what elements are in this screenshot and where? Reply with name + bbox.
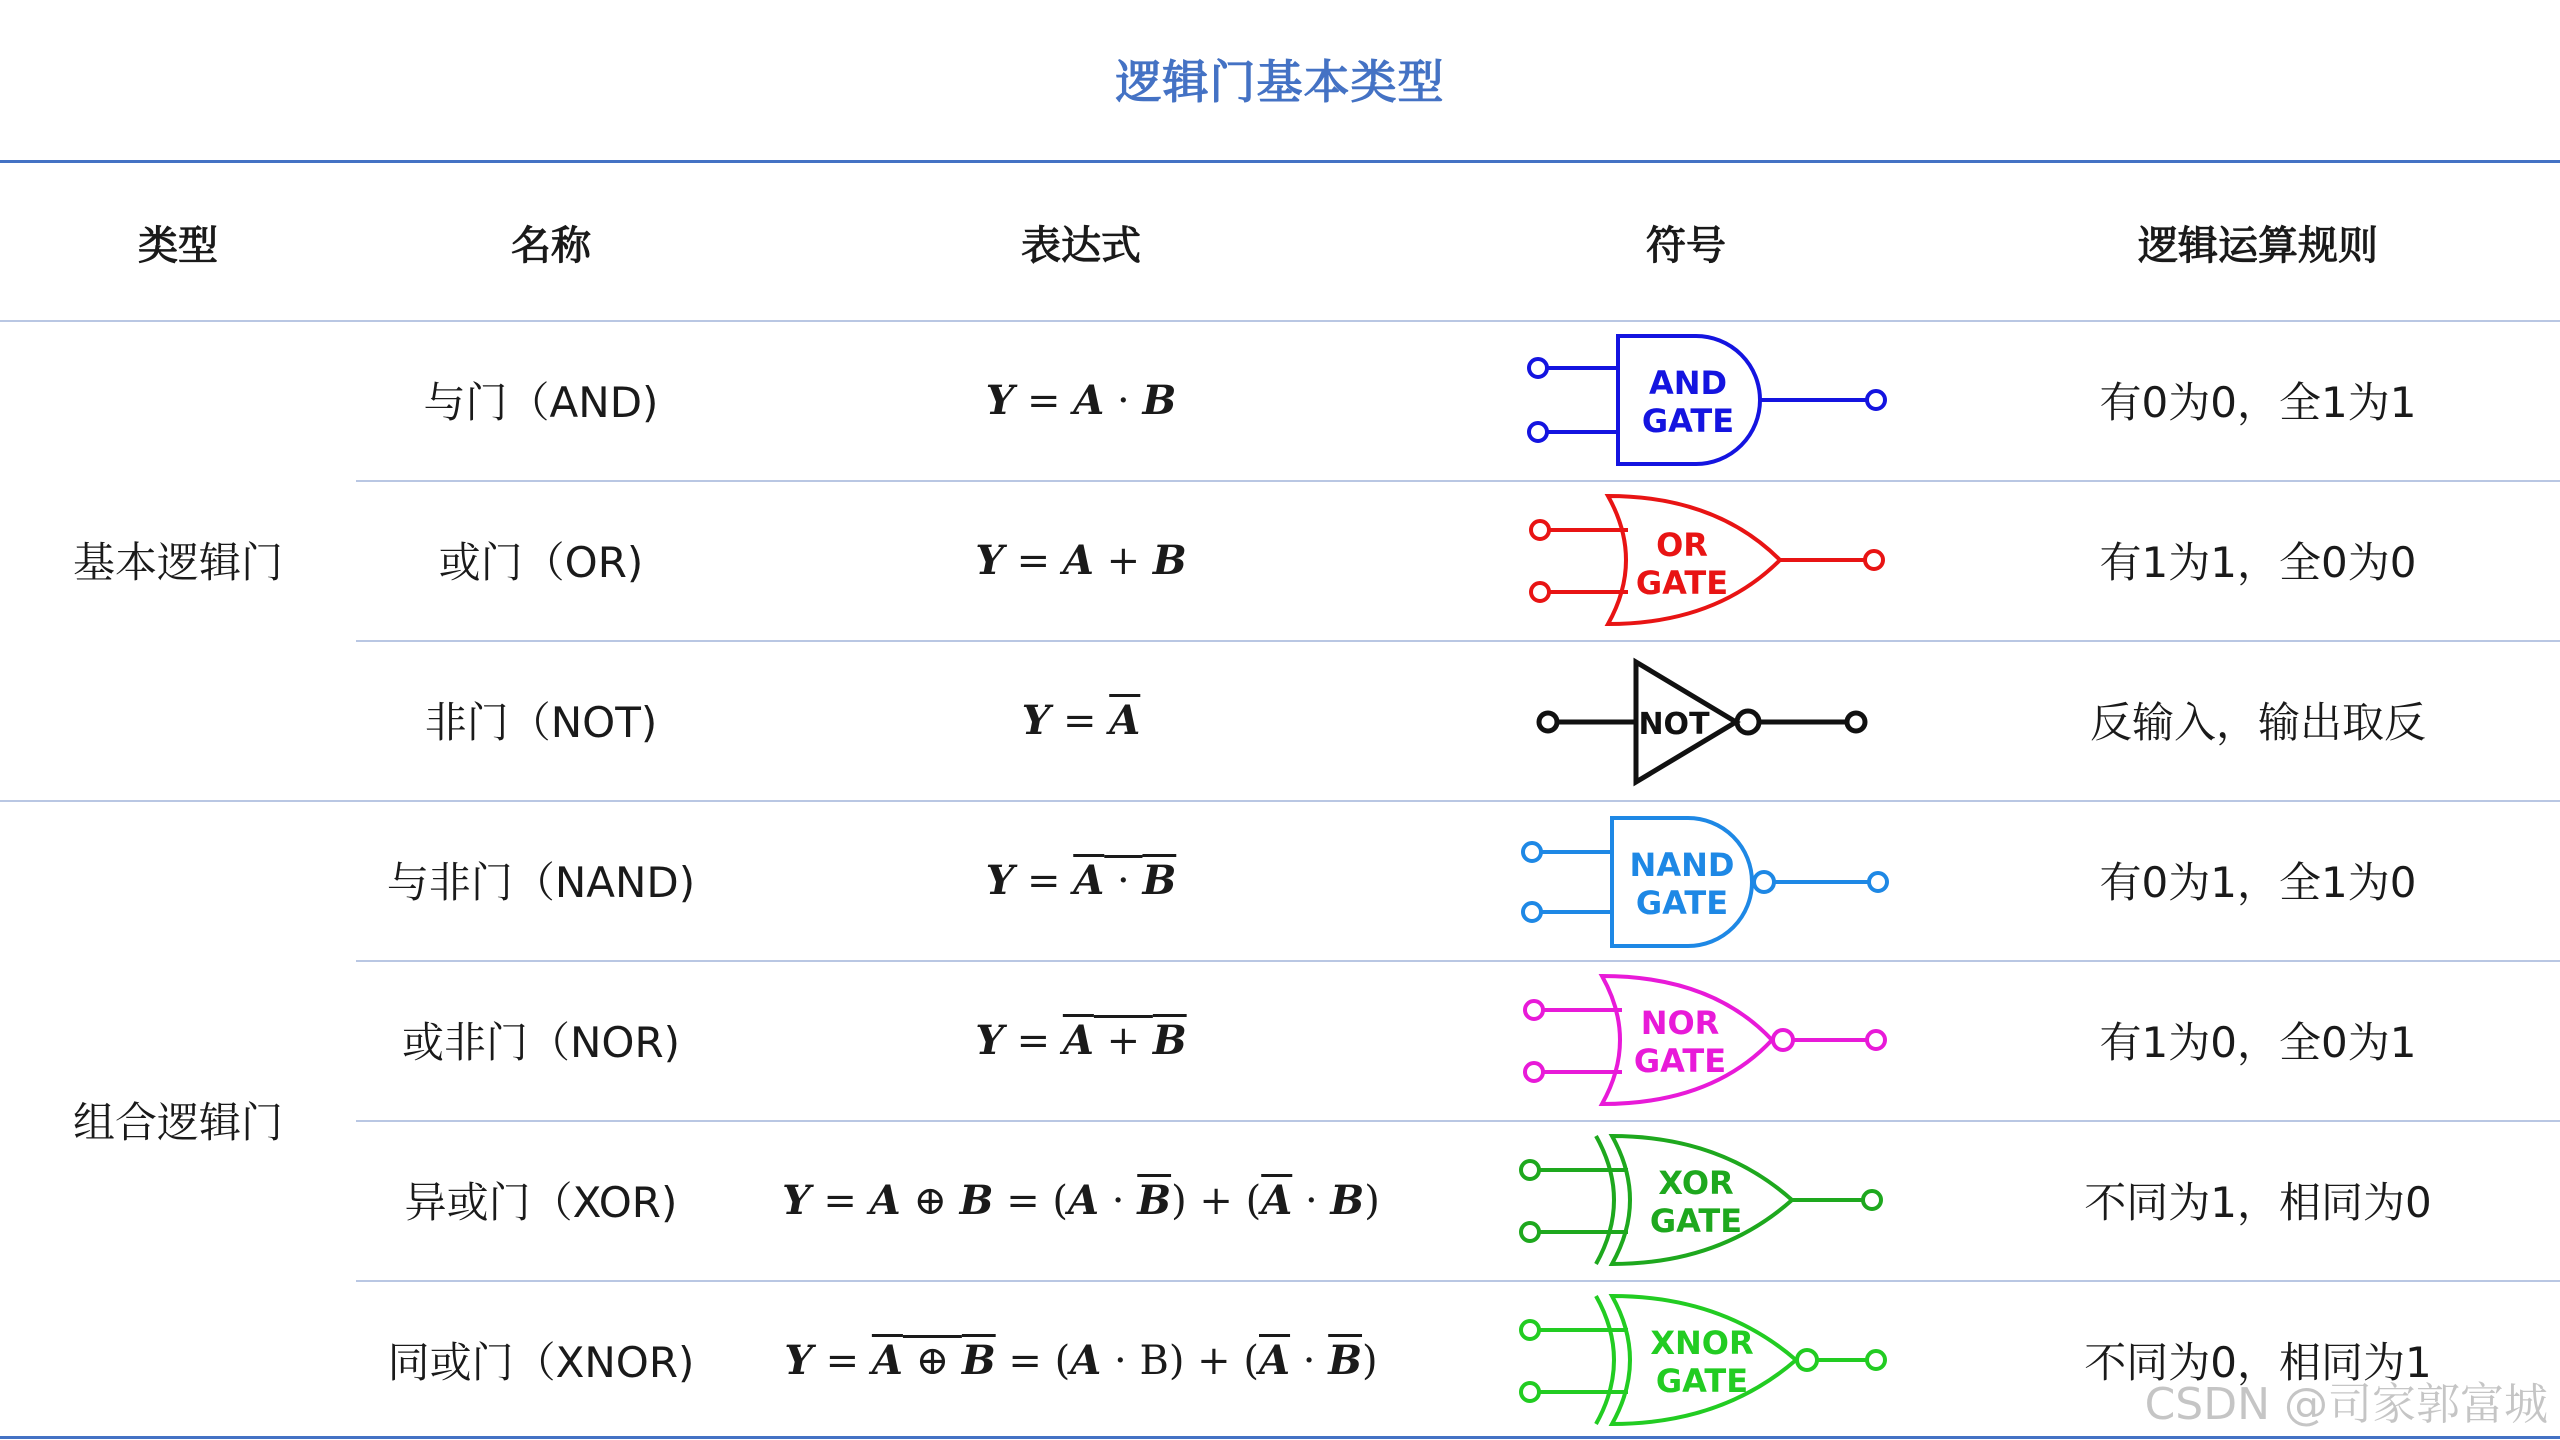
rule-and: 有0为0，全1为1: [2099, 378, 2417, 427]
expression-nand: Y = A · B: [985, 856, 1177, 904]
expression-or: Y = A + B: [975, 536, 1187, 584]
gate-name-not: 非门（NOT): [424, 698, 658, 747]
nand-gate-label: NAND: [1629, 846, 1735, 884]
rule-xnor: 不同为0，相同为1: [2084, 1338, 2432, 1387]
xor-gate-label: XOR: [1658, 1164, 1734, 1202]
nor-gate-sublabel: GATE: [1633, 1042, 1727, 1080]
gate-name-nand: 与非门（NAND): [386, 858, 696, 907]
or-gate-sublabel: GATE: [1635, 564, 1729, 602]
not-gate-label: NOT: [1638, 707, 1710, 742]
header-type: 类型: [138, 222, 218, 269]
xnor-gate-label: XNOR: [1650, 1324, 1754, 1362]
expression-xor: Y = A ⊕ $B = (A \cdot \overline{B}) + (\overline{A} \cdot B)$: [782, 1176, 1380, 1224]
nor-gate-symbol: [1516, 968, 1896, 1112]
rule-xor: 不同为1，相同为0: [2084, 1178, 2432, 1227]
header-symbol: 符号: [1646, 222, 1726, 269]
gate-name-and: 与门（AND): [423, 378, 659, 427]
category-basic: 基本逻辑门: [72, 538, 283, 587]
header-rule: 逻辑运算规则: [2138, 222, 2378, 269]
nand-gate-sublabel: GATE: [1635, 884, 1729, 922]
xnor-gate-sublabel: GATE: [1655, 1362, 1749, 1400]
watermark: CSDN @司家郭富城: [2144, 1379, 2548, 1430]
xor-gate-symbol: [1516, 1128, 1896, 1272]
page-title: 逻辑门基本类型: [1115, 55, 1445, 109]
or-gate-label: OR: [1656, 526, 1708, 564]
xor-gate-sublabel: GATE: [1649, 1202, 1743, 1240]
or-gate-symbol: [1516, 488, 1896, 632]
rule-or: 有1为1，全0为0: [2099, 538, 2417, 587]
header-name: 名称: [511, 222, 591, 269]
and-gate-label: AND: [1648, 364, 1728, 402]
header-expression: 表达式: [1021, 222, 1141, 269]
rule-nor: 有1为0，全0为1: [2099, 1018, 2417, 1067]
rule-not: 反输入，输出取反: [2089, 698, 2426, 747]
expression-and: Y = A · B: [985, 376, 1177, 424]
gate-name-xor: 异或门（XOR): [404, 1178, 678, 1227]
nor-gate-label: NOR: [1640, 1004, 1720, 1042]
gate-name-nor: 或非门（NOR): [401, 1018, 681, 1067]
nand-gate-symbol: [1516, 808, 1896, 952]
not-gate-symbol: [1516, 648, 1896, 792]
xnor-gate-symbol: [1516, 1288, 1896, 1432]
expression-xnor: Y = A ⊕ $B = (A \cdot B) + (\overline{A} \cdot \overline{B})$: [784, 1336, 1378, 1384]
rule-nand: 有0为1，全1为0: [2099, 858, 2417, 907]
and-gate-symbol: [1516, 328, 1896, 472]
and-gate-sublabel: GATE: [1641, 402, 1735, 440]
category-combined: 组合逻辑门: [72, 1098, 283, 1147]
gate-name-xnor: 同或门（XNOR): [387, 1338, 695, 1387]
expression-not: $Y = \overline{A}$: [1021, 696, 1141, 744]
gate-name-or: 或门（OR): [438, 538, 644, 587]
expression-nor: Y = A + B: [975, 1016, 1187, 1064]
